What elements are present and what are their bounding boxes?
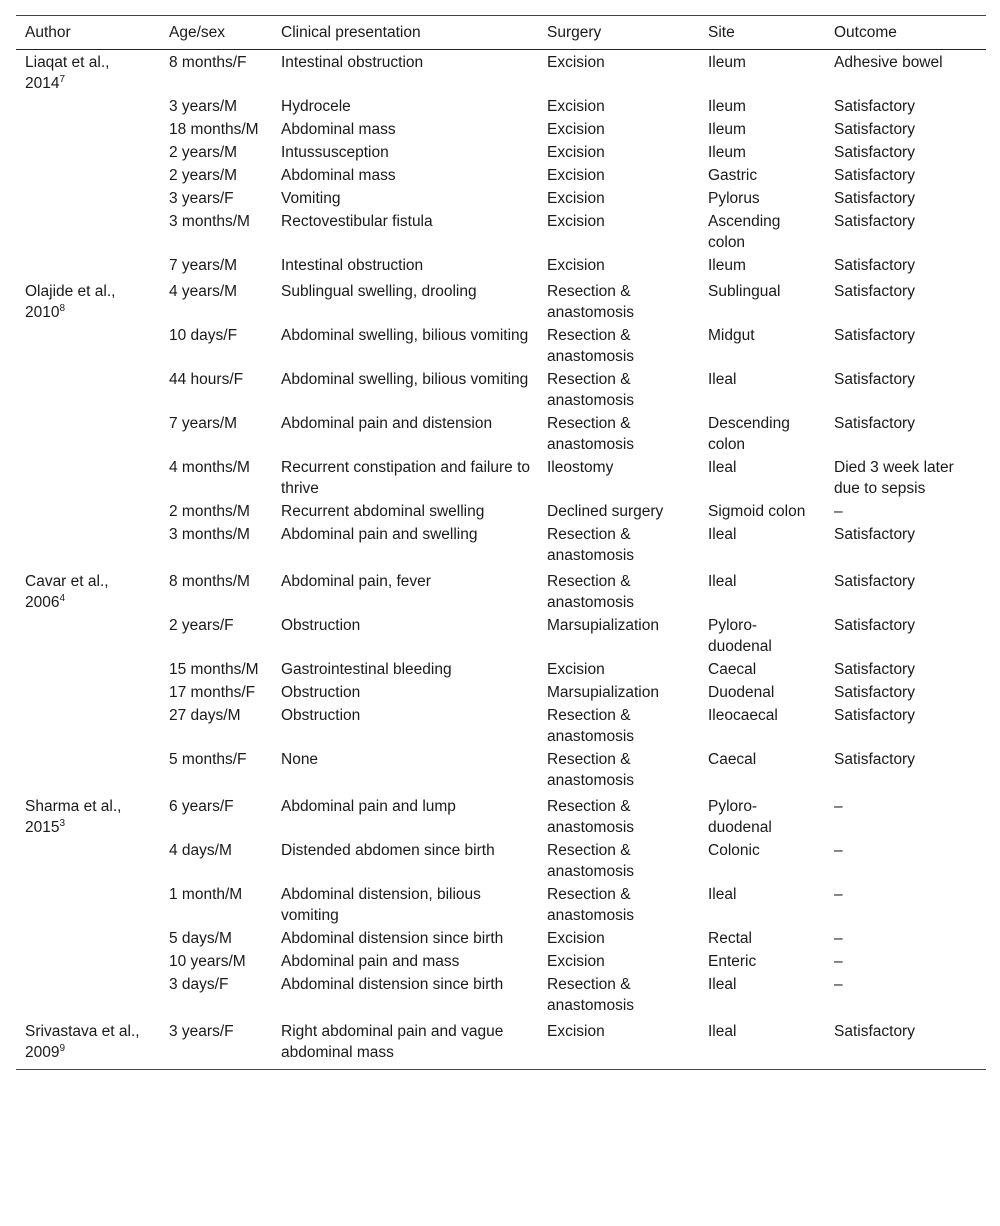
clinical-presentation-cell: Abdominal distension, bilious vomiting [281,886,481,924]
author-cell [16,883,160,927]
outcome-cell: Satisfactory [834,371,915,388]
site-cell: Pyloro-duodenal [708,617,772,655]
outcome-cell: Satisfactory [825,1019,986,1070]
age-sex-cell: 2 years/M [169,167,238,184]
clinical-presentation-cell: Obstruction [281,617,361,634]
header-age-sex: Age/sex [160,16,272,50]
author-cell [16,368,160,412]
site-cell: Ascending colon [708,213,781,251]
site-cell: Colonic [708,842,760,859]
clinical-presentation-cell: Abdominal pain, fever [281,573,431,590]
surgery-cell: Resection & anastomosis [547,573,635,611]
age-sex-cell: 3 months/M [169,213,250,230]
outcome-cell: Died 3 week later due to sepsis [834,459,954,497]
clinical-presentation-cell: Abdominal pain and lump [281,798,456,815]
surgery-cell: Excision [547,257,605,274]
outcome-cell: – [834,798,843,815]
clinical-presentation-cell: Sublingual swelling, drooling [281,283,477,300]
site-cell: Ileum [708,54,746,71]
outcome-cell: Satisfactory [834,617,915,634]
outcome-cell: Satisfactory [834,573,915,590]
table-row [16,456,986,500]
surgery-cell: Excision [547,54,605,71]
outcome-cell: Satisfactory [834,415,915,432]
surgery-cell: Excision [547,167,605,184]
site-cell: Rectal [708,930,752,947]
table-row [16,141,986,164]
author-cell [16,412,160,456]
site-cell: Ileal [708,459,737,476]
surgery-cell: Resection & anastomosis [547,842,635,880]
age-sex-cell: 4 months/M [169,459,250,476]
table-row [16,614,986,658]
age-sex-cell: 5 days/M [169,930,232,947]
age-sex-cell: 4 days/M [169,842,232,859]
table-row [16,681,986,704]
site-cell: Ileum [708,121,746,138]
author-cell [16,748,160,794]
age-sex-cell: 27 days/M [169,707,241,724]
site-cell: Caecal [708,661,757,678]
clinical-presentation-cell: Distended abdomen since birth [281,842,495,859]
outcome-cell: – [834,503,843,520]
header-row [16,16,986,50]
surgery-cell: Resection & anastomosis [547,327,635,365]
clinical-presentation-cell: None [281,751,319,768]
author-cell [16,973,160,1019]
table-row [16,279,986,324]
author-cell [16,279,160,324]
outcome-cell: Satisfactory [834,283,915,300]
age-sex-cell: 6 years/F [169,798,234,815]
age-sex-cell: 8 months/M [169,573,250,590]
author-name: Srivastava et al., 2009 [25,1023,140,1061]
author-cell [16,658,160,681]
author-cell [16,164,160,187]
clinical-presentation-cell: Intestinal obstruction [281,257,424,274]
table-row [16,748,986,794]
author-name: Cavar et al., 2006 [25,573,109,611]
table-row [16,50,986,96]
outcome-cell: Adhesive bowel [834,54,943,71]
author-cell [16,927,160,950]
outcome-cell: Satisfactory [834,98,915,115]
author-name: Sharma et al., 2015 [25,798,122,836]
table-body [16,50,986,1070]
clinical-presentation-cell: Intestinal obstruction [281,54,424,71]
surgery-cell: Resection & anastomosis [547,283,635,321]
outcome-cell: – [834,953,843,970]
age-sex-cell: 5 months/F [169,751,247,768]
table-row [16,839,986,883]
clinical-presentation-cell: Abdominal distension since birth [281,930,504,947]
site-cell: Midgut [708,327,755,344]
author-cell [16,50,160,96]
author-name: Liaqat et al., 2014 [25,54,110,92]
surgery-cell: Excision [547,190,605,207]
author-cell [16,794,160,839]
author-cell [16,254,160,279]
surgery-cell: Resection & anastomosis [547,886,635,924]
age-sex-cell: 3 days/F [169,976,229,993]
age-sex-cell: 10 years/M [169,953,246,970]
site-cell: Ileal [699,1019,825,1070]
age-sex-cell: 10 days/F [169,327,238,344]
outcome-cell: Satisfactory [834,190,915,207]
author-cell [16,95,160,118]
age-sex-cell: 17 months/F [169,684,256,701]
header-site: Site [699,16,825,50]
outcome-cell: – [834,930,843,947]
surgery-cell: Marsupialization [547,617,659,634]
author-name: Olajide et al., 2010 [25,283,116,321]
surgery-cell: Declined surgery [547,503,664,520]
table-row [16,569,986,614]
clinical-presentation-cell: Intussusception [281,144,389,161]
author-cell [16,141,160,164]
age-sex-cell: 3 years/M [169,98,238,115]
age-sex-cell: 18 months/M [169,121,259,138]
author-cell [16,614,160,658]
clinical-presentation-cell: Abdominal mass [281,167,396,184]
surgery-cell: Resection & anastomosis [547,976,635,1014]
outcome-cell: – [834,886,843,903]
table-row [16,324,986,368]
author-cell [16,324,160,368]
surgery-cell: Resection & anastomosis [547,371,635,409]
clinical-presentation-cell: Rectovestibular fistula [281,213,433,230]
author-cell [16,569,160,614]
table-row [16,187,986,210]
table-row [16,794,986,839]
table-row [16,973,986,1019]
surgery-cell: Excision [547,930,605,947]
table-row [16,368,986,412]
table-row [16,883,986,927]
table-row [16,412,986,456]
site-cell: Caecal [708,751,757,768]
clinical-presentation-cell: Hydrocele [281,98,351,115]
outcome-cell: Satisfactory [834,707,915,724]
site-cell: Sublingual [708,283,781,300]
author-cell [16,187,160,210]
age-sex-cell: 3 years/F [169,190,234,207]
surgery-cell: Resection & anastomosis [547,798,635,836]
clinical-presentation-cell: Recurrent abdominal swelling [281,503,485,520]
outcome-cell: Satisfactory [834,751,915,768]
table-row [16,523,986,569]
surgery-cell: Excision [538,1019,699,1070]
age-sex-cell: 8 months/F [169,54,247,71]
surgery-cell: Excision [547,121,605,138]
author-cell [16,681,160,704]
site-cell: Sigmoid colon [708,503,806,520]
outcome-cell: Satisfactory [834,526,915,543]
case-table [16,15,986,1070]
clinical-presentation-cell: Abdominal mass [281,121,396,138]
reference-number: 9 [59,1042,66,1054]
author-cell [16,456,160,500]
clinical-presentation-cell: Abdominal pain and swelling [281,526,478,543]
age-sex-cell: 7 years/M [169,415,238,432]
outcome-cell: – [834,976,843,993]
table-row [16,1019,986,1070]
table-row [16,500,986,523]
outcome-cell: Satisfactory [834,327,915,344]
clinical-presentation-cell: Obstruction [281,707,361,724]
clinical-presentation-cell: Abdominal pain and mass [281,953,460,970]
reference-number: 7 [59,73,66,85]
site-cell: Duodenal [708,684,775,701]
surgery-cell: Excision [547,953,605,970]
surgery-cell: Resection & anastomosis [547,707,635,745]
table-row [16,95,986,118]
age-sex-cell: 4 years/M [169,283,238,300]
reference-number: 8 [59,302,66,314]
author-cell [16,950,160,973]
age-sex-cell: 44 hours/F [169,371,244,388]
outcome-cell: Satisfactory [834,684,915,701]
surgery-cell: Resection & anastomosis [547,751,635,789]
clinical-presentation-cell: Abdominal swelling, bilious vomiting [281,371,529,388]
clinical-presentation-cell: Gastrointestinal bleeding [281,661,452,678]
surgery-cell: Marsupialization [547,684,659,701]
clinical-presentation-cell: Obstruction [281,684,361,701]
surgery-cell: Resection & anastomosis [547,526,635,564]
age-sex-cell: 2 years/F [169,617,234,634]
clinical-presentation-cell: Recurrent constipation and failure to thrive [281,459,531,497]
table-row [16,254,986,279]
author-cell [16,523,160,569]
author-cell [16,1019,160,1070]
table-row [16,210,986,254]
header-outcome: Outcome [825,16,986,50]
site-cell: Enteric [708,953,757,970]
clinical-presentation-cell: Vomiting [281,190,341,207]
reference-number: 4 [59,592,66,604]
site-cell: Gastric [708,167,758,184]
site-cell: Ileal [708,886,737,903]
age-sex-cell: 3 years/F [160,1019,272,1070]
outcome-cell: Satisfactory [834,144,915,161]
author-cell [16,839,160,883]
outcome-cell: Satisfactory [834,167,915,184]
clinical-presentation-cell: Abdominal pain and distension [281,415,493,432]
age-sex-cell: 7 years/M [169,257,238,274]
outcome-cell: Satisfactory [834,213,915,230]
header-clinical-presentation: Clinical presentation [272,16,538,50]
outcome-cell: Satisfactory [834,121,915,138]
site-cell: Ileum [708,257,746,274]
site-cell: Ileum [708,144,746,161]
site-cell: Ileal [708,526,737,543]
surgery-cell: Resection & anastomosis [547,415,635,453]
site-cell: Pylorus [708,190,760,207]
table-row [16,164,986,187]
clinical-presentation-cell: Abdominal distension since birth [281,976,504,993]
outcome-cell: Satisfactory [834,257,915,274]
site-cell: Pyloro-duodenal [708,798,772,836]
surgery-cell: Excision [547,98,605,115]
author-cell [16,118,160,141]
age-sex-cell: 2 months/M [169,503,250,520]
surgery-cell: Excision [547,661,605,678]
site-cell: Ileal [708,976,737,993]
clinical-presentation-cell: Right abdominal pain and vague abdominal mass [272,1019,538,1070]
author-cell [16,704,160,748]
header-surgery: Surgery [538,16,699,50]
age-sex-cell: 2 years/M [169,144,238,161]
table-row [16,927,986,950]
site-cell: Ileal [708,371,737,388]
outcome-cell: Satisfactory [834,661,915,678]
header-author: Author [16,16,160,50]
age-sex-cell: 15 months/M [169,661,259,678]
table-row [16,950,986,973]
author-cell [16,500,160,523]
author-cell [16,210,160,254]
site-cell: Descending colon [708,415,790,453]
table-row [16,704,986,748]
table-row [16,118,986,141]
surgery-cell: Ileostomy [547,459,614,476]
site-cell: Ileocaecal [708,707,778,724]
table-row [16,658,986,681]
site-cell: Ileum [708,98,746,115]
outcome-cell: – [834,842,843,859]
site-cell: Ileal [708,573,737,590]
age-sex-cell: 3 months/M [169,526,250,543]
clinical-presentation-cell: Abdominal swelling, bilious vomiting [281,327,529,344]
table-header [16,16,986,50]
surgery-cell: Excision [547,213,605,230]
surgery-cell: Excision [547,144,605,161]
age-sex-cell: 1 month/M [169,886,243,903]
reference-number: 3 [59,817,66,829]
